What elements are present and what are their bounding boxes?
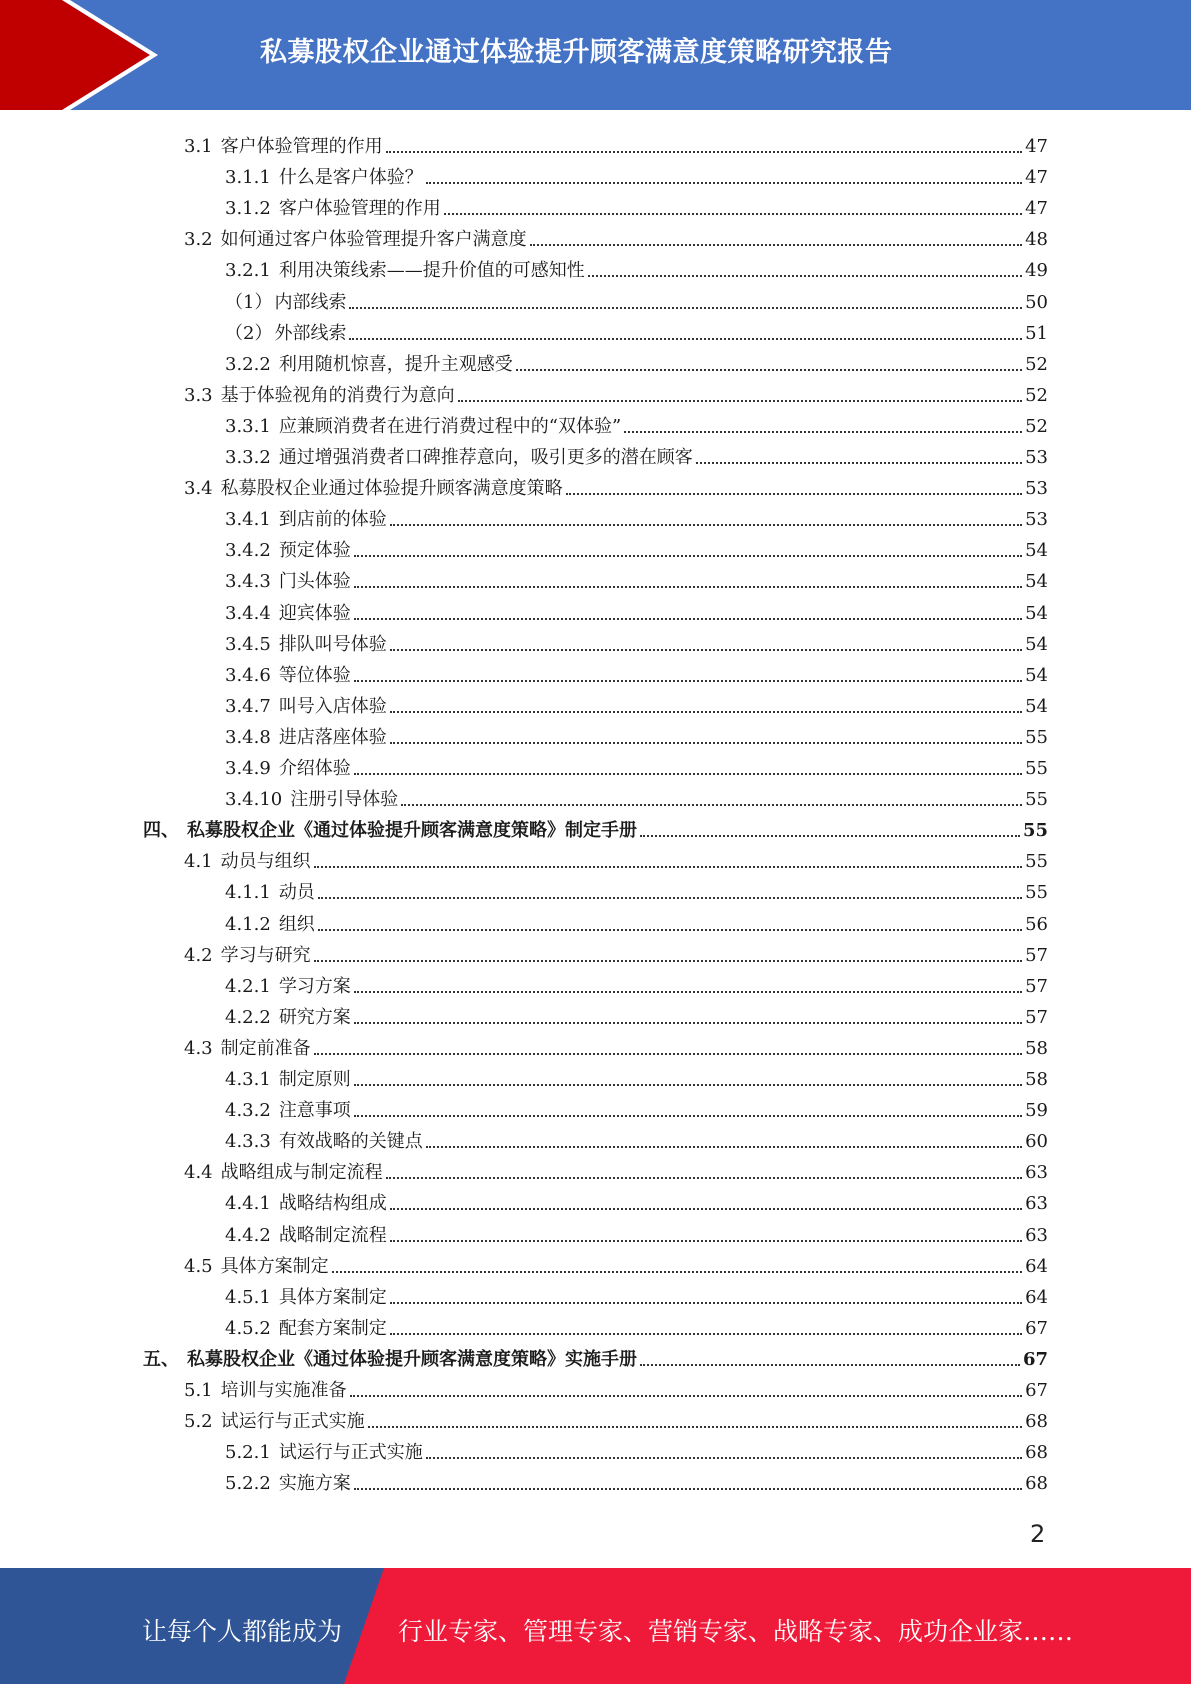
toc-entry-title: 注意事项 [278,1100,351,1122]
toc-entry-page: 57 [1025,944,1048,966]
toc-entry-page: 68 [1025,1442,1048,1464]
toc-entry-number: 四、 [143,820,179,842]
toc-entry-number: 3.4.6 [225,664,271,686]
toc-entry-page: 67 [1025,1317,1048,1339]
toc-entry[interactable] [184,220,1048,251]
toc-dot-leader [640,835,1020,837]
toc-dot-leader [566,493,1022,495]
toc-dot-leader [390,1333,1022,1335]
toc-entry-page: 52 [1025,384,1048,406]
toc-dot-leader [354,680,1022,682]
toc-entry-page: 68 [1025,1473,1048,1495]
toc-dot-leader [390,524,1022,526]
toc-entry-number: 3.3.1 [225,415,271,437]
toc-entry-page: 55 [1025,882,1048,904]
toc-entry-title: 什么是客户体验？ [278,167,423,189]
toc-entry-page: 67 [1025,1380,1048,1401]
toc-dot-leader [426,182,1022,184]
toc-entry-number: 4.3.2 [225,1100,271,1122]
toc-entry-title: 研究方案 [278,1006,351,1028]
toc-entry-title: 应兼顾消费者在进行消费过程中的“双体验” [278,415,622,437]
toc-entry-number: 3.3 [184,384,213,406]
toc-entry-title: 战略结构组成 [278,1193,387,1215]
toc-entry-title: 战略组成与制定流程 [220,1162,383,1184]
toc-dot-leader [390,1208,1022,1210]
toc-entry-page: 55 [1025,758,1048,779]
toc-entry-number: 5.2 [184,1411,213,1433]
toc-entry-page: 52 [1025,415,1048,437]
toc-entry-number: 3.1.1 [225,167,271,189]
toc-dot-leader [354,1488,1022,1490]
toc-dot-leader [426,1146,1022,1148]
toc-entry-title: 外部线索 [274,322,347,344]
toc-entry-number: 3.4.9 [225,758,271,779]
toc-entry-number: 5.1 [184,1380,213,1401]
toc-entry-number: 3.2 [184,229,213,251]
toc-entry-number: 3.2.1 [225,260,271,282]
toc-entry[interactable] [225,283,1048,314]
toc-entry-page: 53 [1025,478,1048,500]
toc-entry[interactable] [184,1029,1048,1060]
toc-entry-page: 58 [1025,1069,1048,1090]
toc-entry[interactable] [225,1184,1048,1215]
toc-entry[interactable] [184,842,1048,873]
toc-entry-title: 制定原则 [278,1069,351,1090]
toc-entry-page: 54 [1025,664,1048,686]
toc-entry[interactable] [184,127,1048,158]
toc-entry-number: 3.4.4 [225,602,271,624]
toc-entry-page: 57 [1025,975,1048,997]
toc-entry-page: 64 [1025,1286,1048,1308]
toc-entry-number: 4.5 [184,1255,213,1277]
toc-entry-title: 利用随机惊喜，提升主观感受 [278,353,513,375]
toc-entry-title: 内部线索 [274,291,347,313]
toc-dot-leader [640,1364,1020,1366]
toc-dot-leader [354,555,1022,557]
toc-dot-leader [444,213,1022,215]
toc-entry-number: 5.2.1 [225,1442,271,1464]
toc-entry[interactable] [143,811,1048,842]
toc-entry[interactable] [184,1247,1048,1278]
toc-entry[interactable] [184,1371,1048,1402]
toc-entry[interactable] [225,314,1048,345]
toc-entry-page: 47 [1025,198,1048,220]
toc-entry-number: 4.1.1 [225,882,271,904]
toc-entry-number: 3.4.10 [225,789,283,811]
toc-entry[interactable] [225,1433,1048,1464]
toc-entry-number: 4.4.1 [225,1193,271,1215]
toc-entry-page: 56 [1025,913,1048,935]
toc-entry-page: 55 [1025,726,1048,748]
toc-entry-title: 利用决策线索——提升价值的可感知性 [278,260,585,282]
toc-entry[interactable] [225,749,1048,780]
toc-entry[interactable] [225,345,1048,376]
toc-dot-leader [350,1395,1022,1397]
toc-dot-leader [368,1426,1022,1428]
toc-entry-title: 组织 [278,913,315,935]
toc-entry-number: 4.3 [184,1037,213,1059]
toc-dot-leader [390,711,1022,713]
toc-entry-number: 4.5.2 [225,1317,271,1339]
toc-entry-number: 五、 [143,1348,179,1370]
toc-dot-leader [588,275,1022,277]
toc-entry-number: 4.1 [184,851,213,873]
toc-dot-leader [401,804,1022,806]
toc-entry-number: 3.4.1 [225,509,271,531]
toc-dot-leader [458,400,1022,402]
toc-entry-number: 4.5.1 [225,1286,271,1308]
toc-dot-leader [354,1115,1022,1117]
toc-dot-leader [349,338,1022,340]
toc-entry-title: 私募股权企业《通过体验提升顾客满意度策略》实施手册 [187,1348,637,1370]
toc-entry-page: 54 [1025,633,1048,655]
toc-entry[interactable] [225,718,1048,749]
toc-entry-page: 49 [1025,260,1048,282]
toc-entry[interactable] [225,905,1048,936]
toc-entry-page: 53 [1025,509,1048,531]
footer-slogan-left: 让每个人都能成为 [142,1617,343,1646]
toc-dot-leader [386,1177,1022,1179]
toc-entry-title: 实施方案 [278,1473,351,1495]
toc-entry-title: 客户体验管理的作用 [278,198,441,220]
toc-entry-title: 制定前准备 [220,1037,311,1059]
toc-entry-page: 68 [1025,1411,1048,1433]
toc-entry-number: 3.4 [184,478,213,500]
toc-entry-page: 54 [1025,695,1048,717]
toc-entry-title: 私募股权企业《通过体验提升顾客满意度策略》制定手册 [187,820,637,842]
toc-entry[interactable] [225,1278,1048,1309]
toc-entry[interactable] [225,1309,1048,1340]
toc-entry-title: 学习与研究 [220,944,311,966]
toc-entry[interactable] [225,1091,1048,1122]
toc-entry-title: 介绍体验 [278,758,351,779]
toc-entry-number: （2） [225,322,273,344]
toc-entry[interactable] [225,656,1048,687]
toc-entry-number: 4.3.1 [225,1069,271,1090]
toc-entry[interactable] [143,1340,1048,1371]
toc-entry-page: 67 [1022,1348,1048,1370]
toc-entry[interactable] [225,625,1048,656]
toc-dot-leader [349,307,1022,309]
toc-entry-number: 4.1.2 [225,913,271,935]
toc-entry-number: 3.4.3 [225,571,271,593]
footer-slogan-right: 行业专家、管理专家、营销专家、战略专家、成功企业家…… [398,1617,1074,1646]
toc-entry[interactable] [225,998,1048,1029]
toc-entry[interactable] [225,967,1048,998]
toc-entry-title: 客户体验管理的作用 [220,136,383,157]
toc-entry[interactable] [225,687,1048,718]
toc-entry-page: 54 [1025,602,1048,624]
toc-entry-page: 59 [1025,1100,1048,1122]
toc-entry-number: 3.4.5 [225,633,271,655]
toc-entry-title: 排队叫号体验 [278,633,387,655]
toc-entry-page: 55 [1025,789,1048,811]
toc-entry[interactable] [225,189,1048,220]
toc-entry[interactable] [184,1153,1048,1184]
toc-entry-page: 52 [1025,353,1048,375]
toc-entry-title: 叫号入店体验 [278,695,387,717]
toc-entry-number: 3.4.8 [225,726,271,748]
toc-entry-page: 63 [1025,1224,1048,1246]
toc-entry-title: 迎宾体验 [278,602,351,624]
toc-dot-leader [318,929,1022,931]
toc-entry-title: 注册引导体验 [290,789,399,811]
toc-entry[interactable] [184,469,1048,500]
toc-entry-page: 47 [1025,136,1048,157]
toc-entry[interactable] [225,1060,1048,1091]
toc-entry-title: 基于体验视角的消费行为意向 [220,384,455,406]
toc-entry-page: 60 [1025,1131,1048,1153]
toc-entry-number: 3.4.2 [225,540,271,562]
toc-entry-page: 51 [1025,322,1048,344]
toc-entry[interactable] [225,1464,1048,1495]
toc-entry-title: 培训与实施准备 [220,1380,347,1401]
toc-entry[interactable] [225,594,1048,625]
toc-entry[interactable] [184,376,1048,407]
toc-dot-leader [426,1457,1022,1459]
toc-entry[interactable] [225,1122,1048,1153]
toc-entry[interactable] [225,438,1048,469]
toc-entry-number: 3.4.7 [225,695,271,717]
toc-entry-number: 4.4.2 [225,1224,271,1246]
toc-entry-title: 动员 [278,882,315,904]
toc-entry-page: 48 [1025,229,1048,251]
toc-entry-page: 55 [1025,851,1048,873]
page-number: 2 [1030,1520,1046,1548]
toc-entry[interactable] [225,158,1048,189]
toc-entry-title: 配套方案制定 [278,1317,387,1339]
toc-entry-page: 50 [1025,291,1048,313]
toc-dot-leader [390,742,1022,744]
toc-entry-page: 64 [1025,1255,1048,1277]
toc-entry-page: 63 [1025,1193,1048,1215]
toc-entry-page: 53 [1025,447,1048,468]
toc-entry[interactable] [225,531,1048,562]
toc-entry-title: 学习方案 [278,975,351,997]
toc-entry-number: 3.1.2 [225,198,271,220]
document-title: 私募股权企业通过体验提升顾客满意度策略研究报告 [260,37,893,68]
toc-entry[interactable] [225,873,1048,904]
toc-entry-page: 54 [1025,540,1048,562]
toc-entry-page: 57 [1025,1006,1048,1028]
toc-dot-leader [354,991,1022,993]
toc-entry-number: 4.2.2 [225,1006,271,1028]
toc-entry[interactable] [225,1216,1048,1247]
toc-dot-leader [390,1302,1022,1304]
toc-entry-title: 通过增强消费者口碑推荐意向，吸引更多的潜在顾客 [278,447,693,468]
toc-dot-leader [354,1022,1022,1024]
toc-entry-title: 进店落座体验 [278,726,387,748]
toc-entry-number: 3.1 [184,136,213,157]
toc-entry-number: 4.4 [184,1162,213,1184]
toc-dot-leader [390,649,1022,651]
toc-entry[interactable] [184,1402,1048,1433]
toc-entry-title: 动员与组织 [220,851,311,873]
toc-entry-number: 4.3.3 [225,1131,271,1153]
toc-dot-leader [314,960,1022,962]
toc-entry-number: 5.2.2 [225,1473,271,1495]
toc-entry-title: 战略制定流程 [278,1224,387,1246]
toc-entry-page: 47 [1025,167,1048,189]
toc-entry-title: 预定体验 [278,540,351,562]
header-arrow-decoration [0,0,160,110]
toc-dot-leader [314,866,1022,868]
toc-entry-number: 3.3.2 [225,447,271,468]
toc-entry-title: 具体方案制定 [220,1255,329,1277]
page-header [0,0,1191,110]
toc-entry-page: 54 [1025,571,1048,593]
toc-entry-page: 58 [1025,1037,1048,1059]
toc-entry-title: 如何通过客户体验管理提升客户满意度 [220,229,527,251]
toc-entry[interactable] [225,500,1048,531]
toc-entry-title: 门头体验 [278,571,351,593]
toc-dot-leader [354,773,1022,775]
toc-entry[interactable] [225,251,1048,282]
toc-entry[interactable] [225,780,1048,811]
toc-entry[interactable] [184,936,1048,967]
toc-entry-title: 试运行与正式实施 [278,1442,423,1464]
toc-entry-page: 63 [1025,1162,1048,1184]
toc-entry-number: 4.2.1 [225,975,271,997]
toc-dot-leader [318,897,1022,899]
page-footer [0,1568,1191,1684]
toc-entry-title: 等位体验 [278,664,351,686]
toc-dot-leader [354,586,1022,588]
toc-dot-leader [386,151,1022,153]
toc-dot-leader [390,1240,1022,1242]
toc-entry-title: 试运行与正式实施 [220,1411,365,1433]
toc-entry-page: 55 [1022,820,1048,842]
toc-dot-leader [516,369,1022,371]
toc-entry[interactable] [225,407,1048,438]
toc-entry-title: 私募股权企业通过体验提升顾客满意度策略 [220,478,563,500]
toc-dot-leader [332,1271,1022,1273]
toc-dot-leader [354,618,1022,620]
toc-entry-title: 具体方案制定 [278,1286,387,1308]
toc-dot-leader [624,431,1022,433]
toc-entry[interactable] [225,562,1048,593]
toc-entry-title: 有效战略的关键点 [278,1131,423,1153]
toc-entry-title: 到店前的体验 [278,509,387,531]
toc-dot-leader [314,1053,1022,1055]
toc-dot-leader [696,462,1022,464]
toc-dot-leader [530,244,1022,246]
toc-entry-number: （1） [225,291,273,313]
toc-dot-leader [354,1084,1022,1086]
toc-entry-number: 3.2.2 [225,353,271,375]
toc-entry-number: 4.2 [184,944,213,966]
